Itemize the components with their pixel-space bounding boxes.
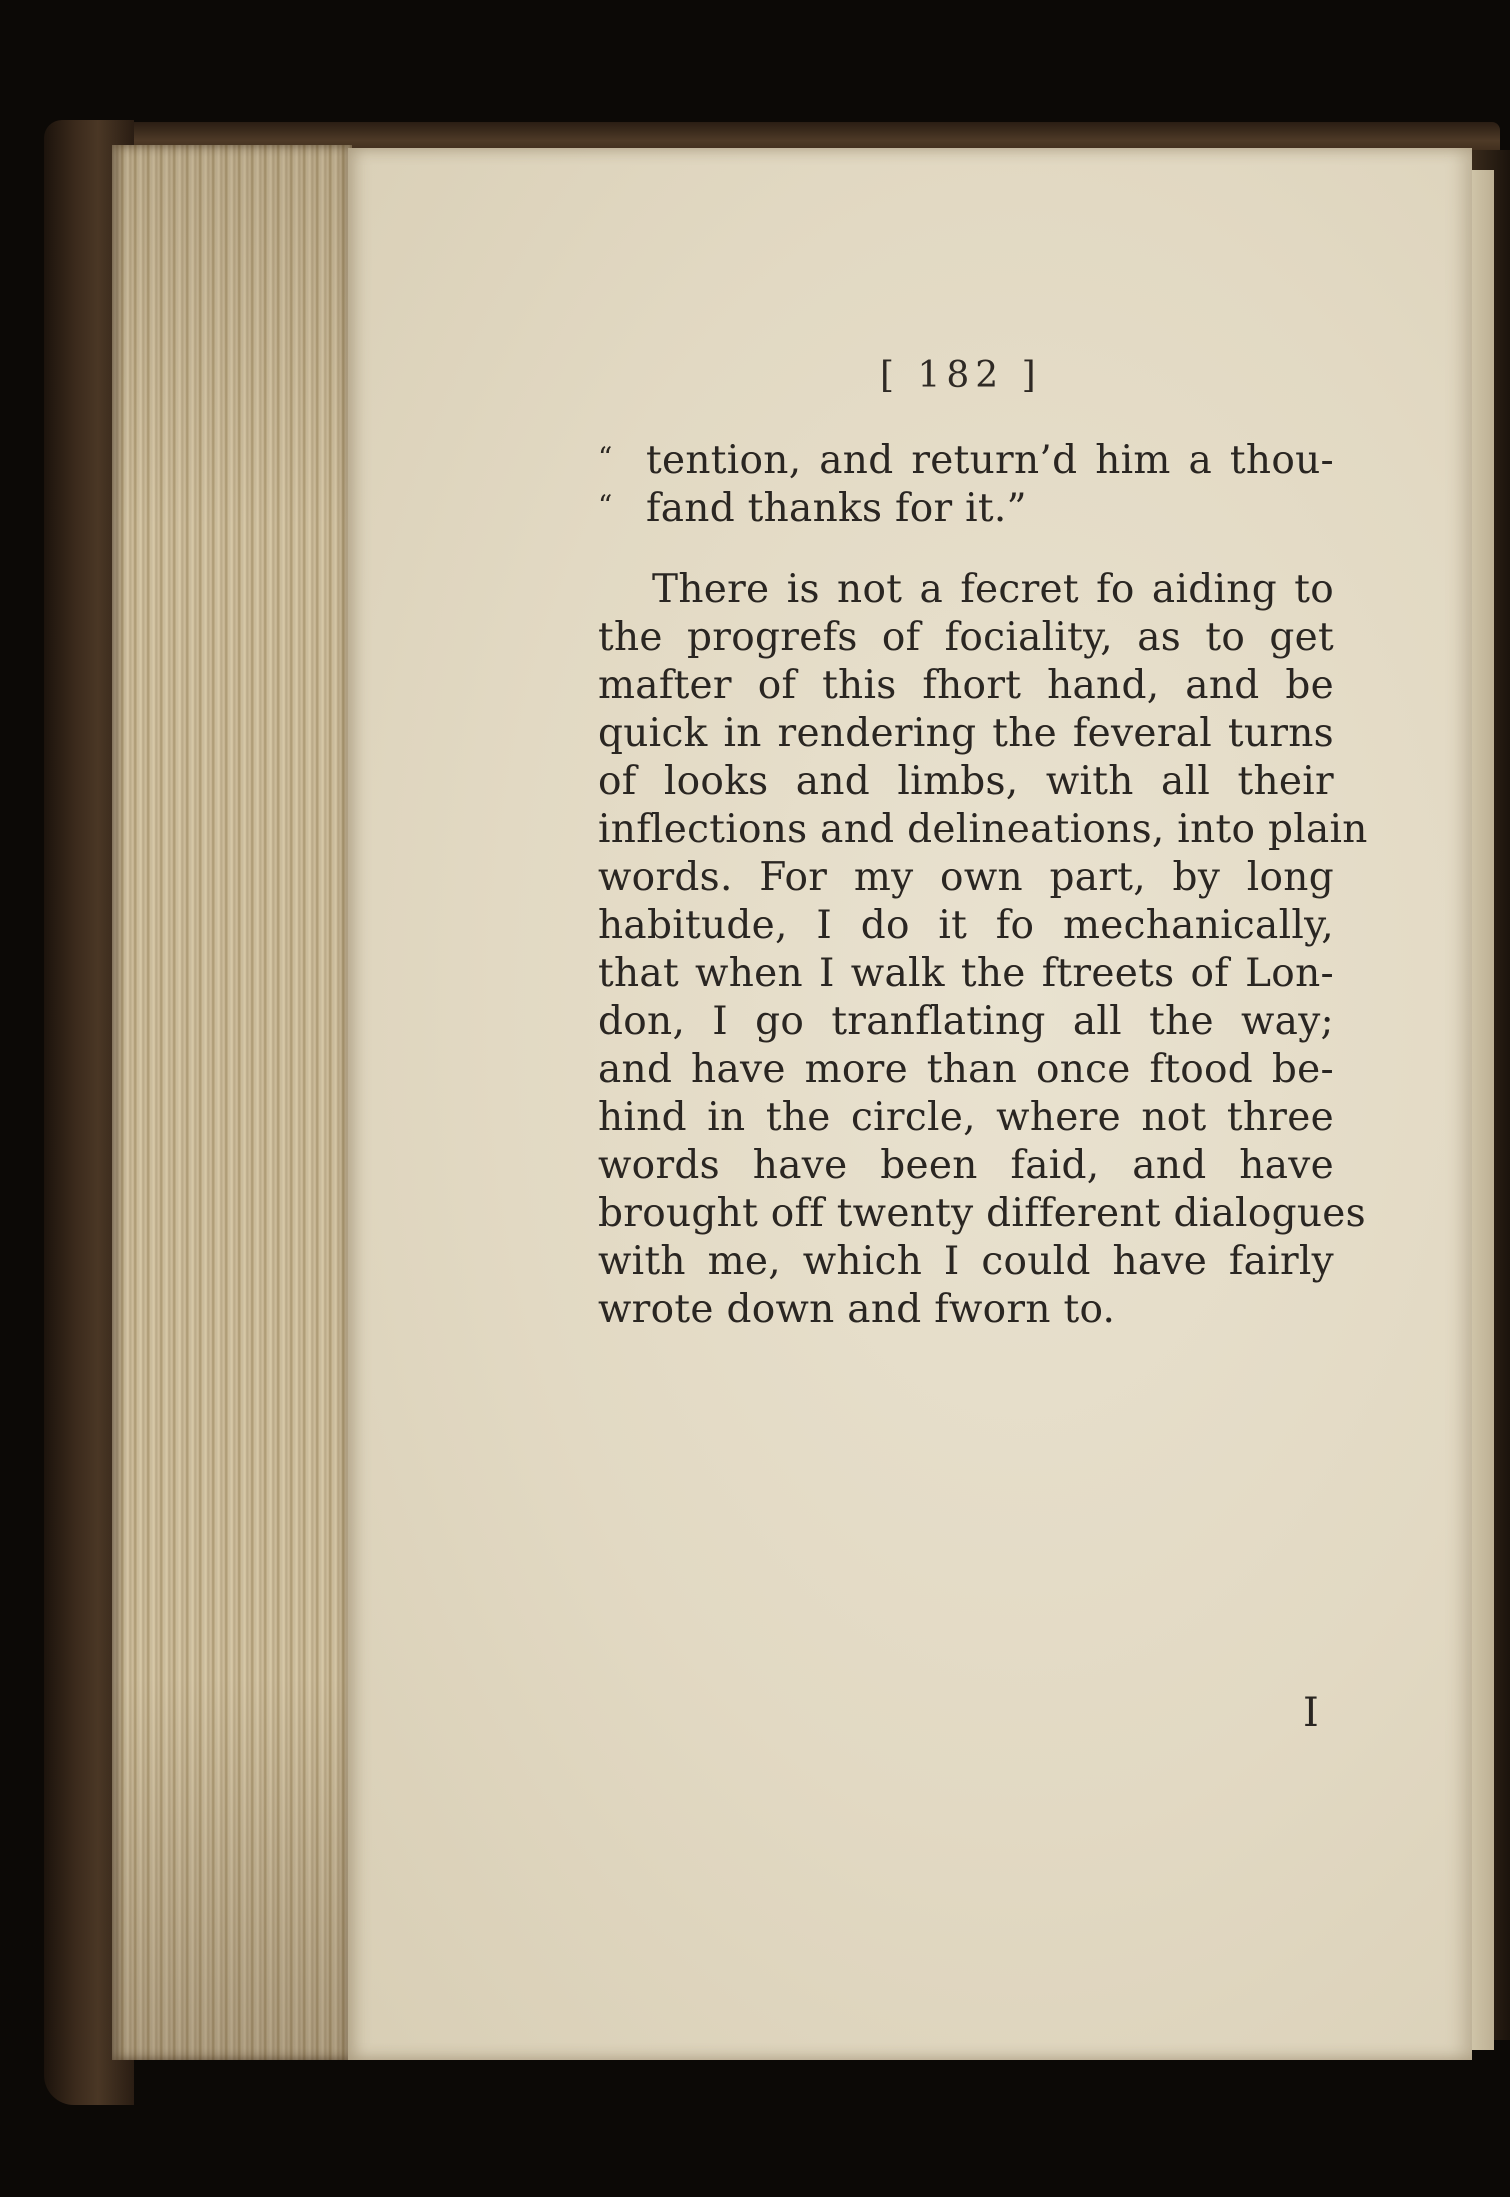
text-line-4: the progrefs of fociality, as to get — [598, 615, 1334, 660]
text-line-5: mafter of this fhort hand, and be — [598, 663, 1334, 708]
line-text: fand thanks for it.” — [646, 486, 1027, 531]
text-line-17: with me, which I could have fairly — [598, 1239, 1334, 1284]
text-line-16: brought off twenty different dialogues — [598, 1191, 1366, 1236]
text-line-8: inflections and delineations, into plain — [598, 807, 1368, 852]
text-line-12: don, I go tranflating all the way; — [598, 999, 1334, 1044]
text-line-13: and have more than once ftood be- — [598, 1047, 1334, 1092]
text-line-7: of looks and limbs, with all their — [598, 759, 1334, 804]
text-line-18: wrote down and fworn to. — [598, 1287, 1116, 1332]
facing-page-edge — [1472, 170, 1494, 2050]
quote-mark: “ — [598, 441, 613, 474]
text-line-10: habitude, I do it fo mechanically, — [598, 903, 1334, 948]
text-line-11: that when I walk the ftreets of Lon- — [598, 951, 1334, 996]
text-line-15: words have been faid, and have — [598, 1143, 1334, 1188]
text-line-6: quick in rendering the feveral turns — [598, 711, 1334, 756]
text-line-3: There is not a fecret fo aiding to — [652, 567, 1334, 612]
quote-mark: “ — [598, 489, 613, 522]
text-line-14: hind in the circle, where not three — [598, 1095, 1334, 1140]
line-text: tention, and return’d him a thou- — [646, 438, 1334, 483]
text-line-2 — [598, 473, 1334, 539]
text-line-9: words. For my own part, by long — [598, 855, 1334, 900]
page-number: [ 182 ] — [880, 355, 1042, 396]
catchword: I — [1303, 1690, 1319, 1736]
page-edges-shade — [112, 145, 352, 2060]
